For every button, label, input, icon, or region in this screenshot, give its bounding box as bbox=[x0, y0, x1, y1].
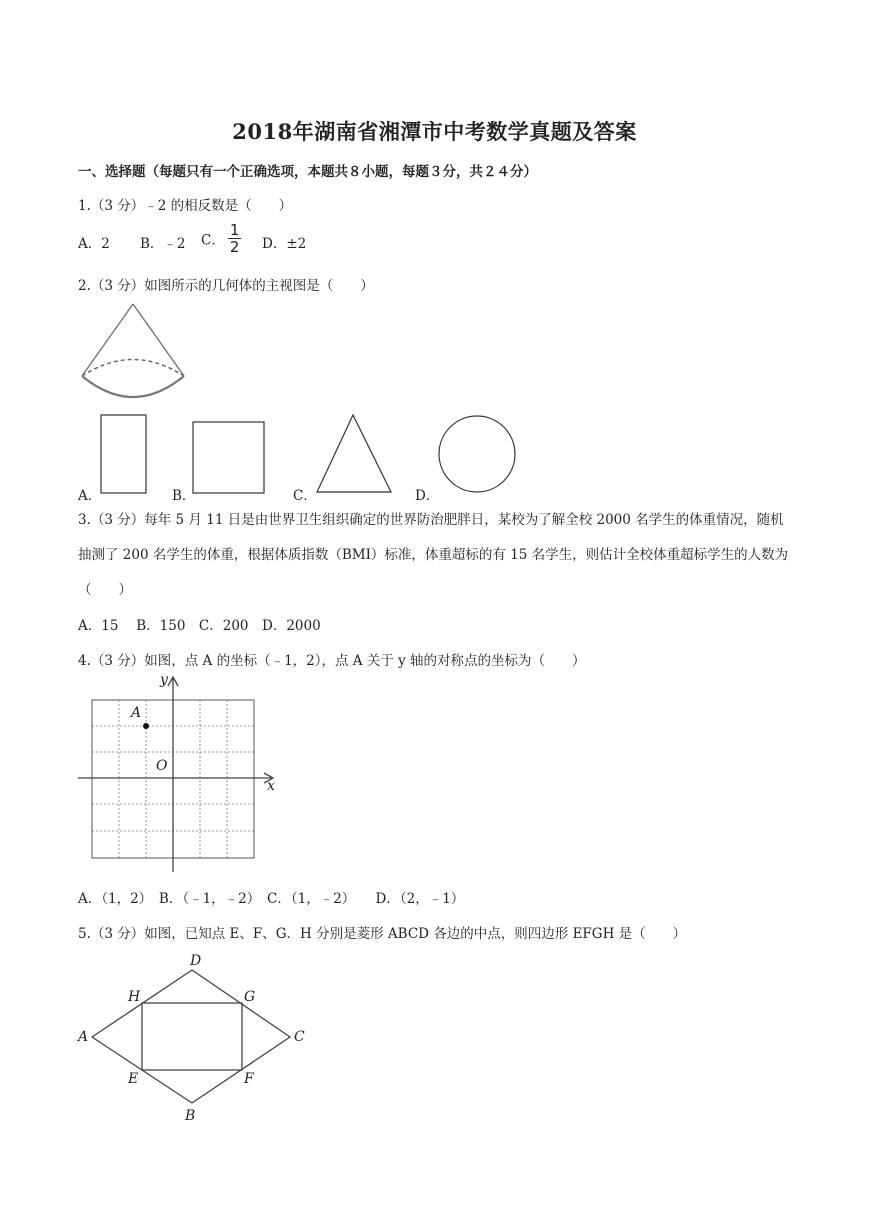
q1-option-a: A．2 bbox=[78, 236, 110, 252]
q1-option-b: B．﹣2 bbox=[140, 236, 186, 252]
question-4-stem: 4.（3 分）如图，点 A 的坐标（﹣1，2），点 A 关于 y 轴的对称点的坐标为（ ） bbox=[78, 653, 586, 669]
q4-options: A．（1，2） B．（﹣1，﹣2） C．（1，﹣2） D．（2，﹣1） bbox=[78, 891, 465, 907]
q2-option-d: D． bbox=[415, 488, 440, 504]
q1-option-d: D．±2 bbox=[262, 236, 307, 252]
page-title: 2018年湖南省湘潭市中考数学真题及答案 bbox=[232, 119, 637, 144]
rhombus-figure bbox=[86, 960, 296, 1110]
q2-option-c: C． bbox=[293, 488, 317, 504]
q2-option-b: B． bbox=[172, 488, 196, 504]
option-c-triangle-figure bbox=[313, 410, 395, 496]
label-d: D bbox=[190, 953, 202, 969]
section-heading: 一、选择题（每题只有一个正确选项，本题共８小题，每题３分，共２４分） bbox=[78, 164, 537, 180]
label-c: C bbox=[294, 1029, 305, 1045]
cone-figure bbox=[76, 298, 191, 408]
label-e: E bbox=[128, 1071, 139, 1087]
question-2-stem: 2.（3 分）如图所示的几何体的主视图是（ ） bbox=[78, 278, 374, 294]
q1-option-c-prefix: C． bbox=[201, 232, 225, 249]
option-b-square-figure bbox=[190, 419, 268, 495]
x-axis-label: x bbox=[267, 778, 275, 794]
option-a-rectangle-figure bbox=[98, 412, 150, 496]
point-a-marker bbox=[143, 723, 149, 729]
option-d-circle-figure bbox=[435, 414, 519, 496]
coordinate-grid-figure bbox=[76, 674, 286, 874]
q1-option-c bbox=[201, 222, 244, 255]
fraction-denominator: 2 bbox=[229, 238, 240, 256]
point-a-label: A bbox=[131, 705, 142, 721]
y-axis-label: y bbox=[160, 672, 168, 688]
label-b: B bbox=[185, 1108, 196, 1124]
label-f: F bbox=[244, 1071, 254, 1087]
label-h: H bbox=[128, 989, 141, 1005]
question-3-stem: 3.（3 分）每年 5 月 11 日是由世界卫生组织确定的世界防治肥胖日，某校为了解全校 2000 名学生的体重情况，随机抽测了 200 名学生的体重，根据体质指数（BMI）标准，体重超标的有 15 名学生，则估计全校体重超标学生的人数为（ ） bbox=[78, 512, 789, 598]
fraction bbox=[228, 222, 242, 255]
q2-option-a: A． bbox=[78, 488, 102, 504]
label-a: A bbox=[78, 1029, 89, 1045]
question-1-stem: 1.（3 分）﹣2 的相反数是（ ） bbox=[78, 198, 293, 214]
question-5-stem: 5.（3 分）如图，已知点 E、F、G．H 分别是菱形 ABCD 各边的中点，则四边形 EFGH 是（ ） bbox=[78, 926, 687, 942]
origin-label: O bbox=[156, 758, 168, 774]
fraction-numerator: 1 bbox=[229, 221, 240, 239]
q3-options: A．15 B．150 C．200 D．2000 bbox=[78, 618, 321, 634]
label-g: G bbox=[244, 989, 256, 1005]
